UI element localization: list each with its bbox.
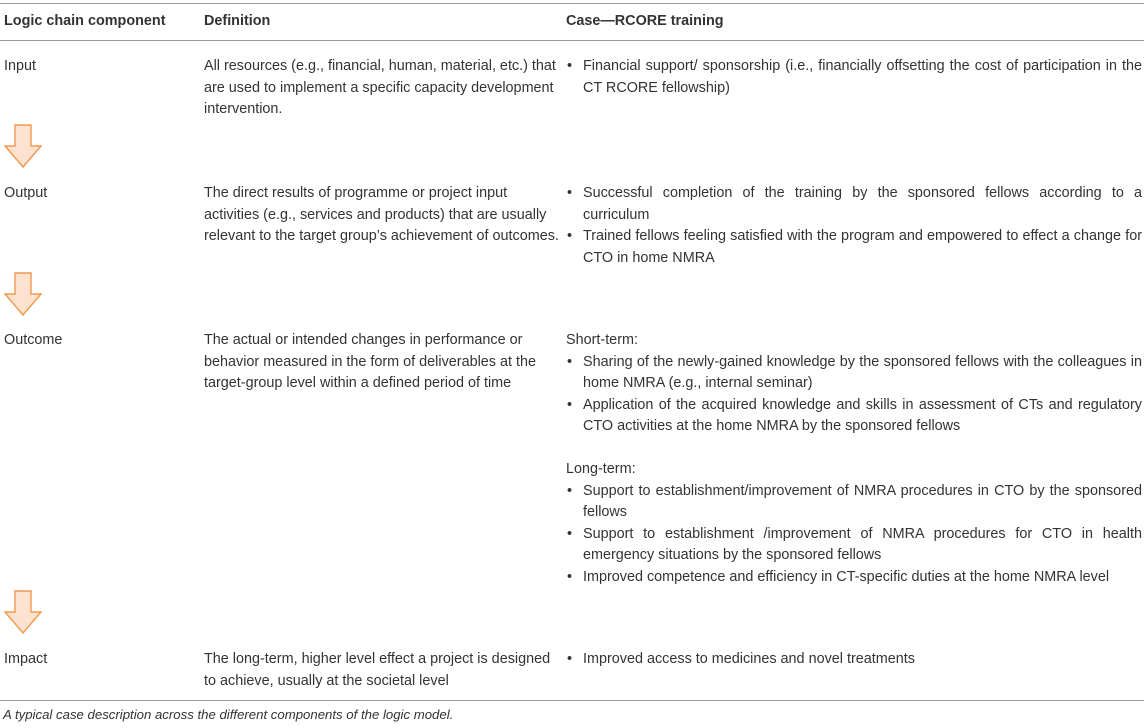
down-arrow-icon (4, 124, 42, 168)
case-input (566, 56, 1142, 99)
case-outcome-long-item: • Improved competence and efficiency in CT-specific duties at the home NMRA level (566, 567, 1142, 589)
case-output-item: • Successful completion of the training by the sponsored fellows according to a curriculum (566, 183, 1142, 226)
case-output-item: • Trained fellows feeling satisfied with the program and empowered to effect a change for CTO in home NMRA (566, 226, 1142, 269)
definition-impact: The long-term, higher level effect a project is designed to achieve, usually at the societal level (204, 651, 551, 689)
component-output: Output (4, 185, 48, 201)
header-case: Case—RCORE training (566, 13, 724, 29)
case-outcome-long-item: • Support to establishment /improvement of NMRA procedures for CTO in health emergency situations by the sponsored fellows (566, 524, 1142, 567)
component-input: Input (4, 58, 37, 74)
down-arrow-icon (4, 590, 42, 634)
definition-input: All resources (e.g., financial, human, material, etc.) that are used to implement a specific capacity development intervention. (204, 58, 556, 117)
down-arrow-icon (4, 272, 42, 316)
case-outcome-long-item: • Support to establishment/improvement of NMRA procedures in CTO by the sponsored fellows (566, 481, 1142, 524)
header-logic-chain-component: Logic chain component (4, 13, 166, 29)
table-top-rule (0, 3, 1144, 4)
definition-output: The direct results of programme or project input activities (e.g., services and products) that are usually relevant to the target group’s achievement of outcomes. (204, 185, 559, 244)
long-term-label: Long-term: (566, 461, 636, 477)
short-term-label: Short-term: (566, 332, 638, 348)
case-impact-item: • Improved access to medicines and novel treatments (566, 649, 1142, 671)
definition-outcome: The actual or intended changes in performance or behavior measured in the form of deliverables at the target-group level within a defined period of time (204, 332, 536, 391)
case-input-item: • Financial support/ sponsorship (i.e., financially offsetting the cost of participation in the CT RCORE fellowship) (566, 56, 1142, 99)
case-outcome (566, 330, 1142, 588)
case-outcome-short-item: • Sharing of the newly-gained knowledge by the sponsored fellows with the colleagues in home NMRA (e.g., internal seminar) (566, 352, 1142, 395)
table-caption: A typical case description across the different components of the logic model. (3, 707, 454, 722)
case-output (566, 183, 1142, 269)
case-outcome-short-item: • Application of the acquired knowledge and skills in assessment of CTs and regulatory CTO activities at the home NMRA by the sponsored fellows (566, 395, 1142, 438)
header-definition: Definition (204, 13, 271, 29)
case-impact (566, 649, 1142, 671)
component-outcome: Outcome (4, 332, 63, 348)
table-bottom-rule (0, 700, 1144, 701)
table-header-rule (0, 40, 1144, 41)
component-impact: Impact (4, 651, 48, 667)
